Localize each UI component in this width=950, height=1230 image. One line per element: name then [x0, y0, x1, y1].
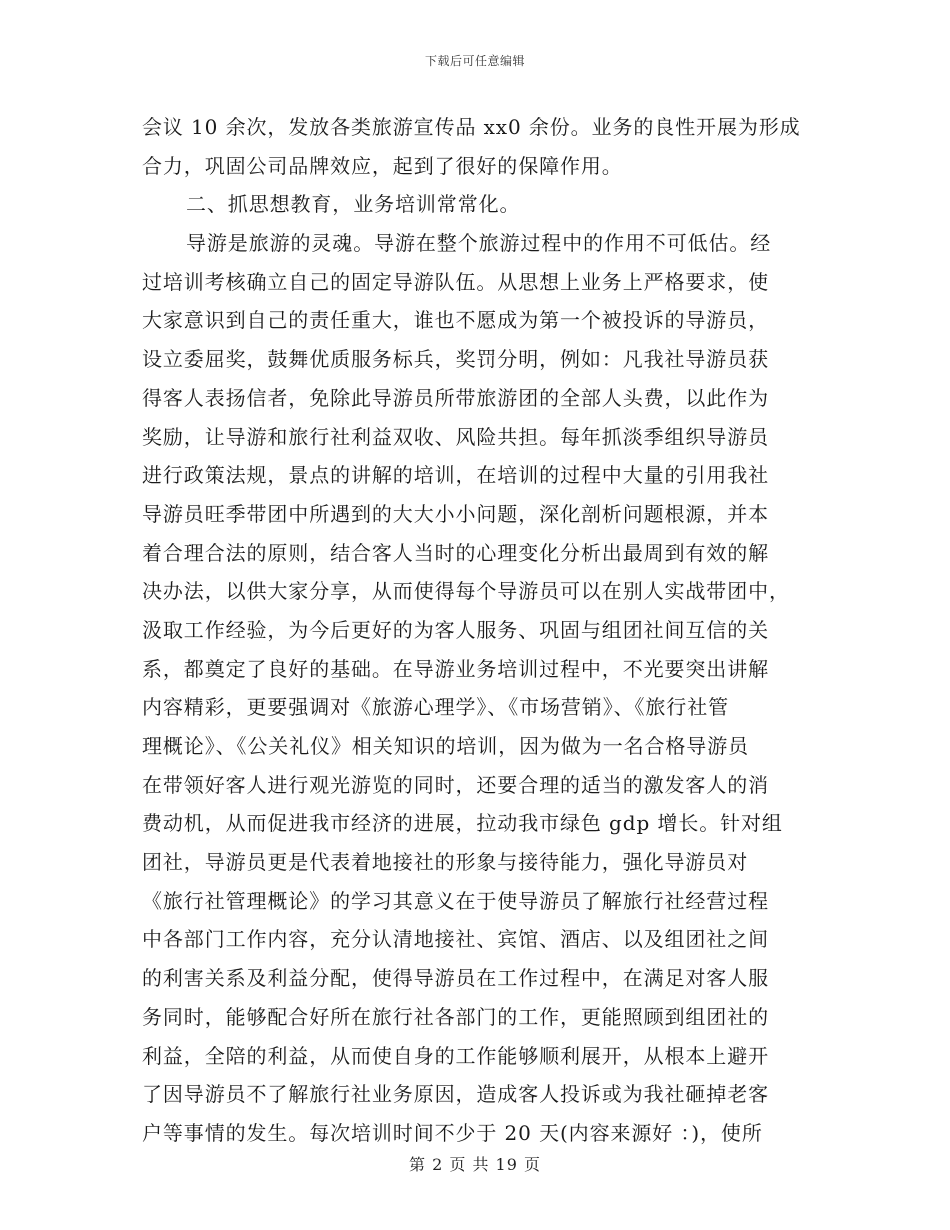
section-heading: 二、抓思想教育，业务培训常常化。 [186, 192, 521, 217]
page-header: 下载后可任意编辑 [424, 54, 525, 68]
text-line: 汲取工作经验，为今后更好的为客人服务、巩固与组团社间互信的关 [142, 617, 769, 642]
document-body [142, 108, 810, 1153]
text-line: 合力，巩固公司品牌效应，起到了很好的保障作用。 [142, 153, 623, 178]
text-line: 团社，导游员更是代表着地接社的形象与接待能力，强化导游员对 [142, 850, 749, 875]
page-number: 第 2 页 共 19 页 [409, 1155, 541, 1174]
text-line: 在带领好客人进行观光游览的同时，还要合理的适当的激发客人的消 [142, 772, 769, 797]
paragraph-start: 导游是旅游的灵魂。导游在整个旅游过程中的作用不可低估。经 [186, 231, 772, 256]
text-line: 务同时，能够配合好所在旅行社各部门的工作，更能照顾到组团社的 [142, 1004, 769, 1029]
text-line: 费动机，从而促进我市经济的进展，拉动我市绿色 gdp 增长。针对组 [142, 811, 783, 836]
text-line: 决办法，以供大家分享，从而使得每个导游员可以在别人实战带团中， [142, 579, 790, 604]
text-line: 着合理合法的原则，结合客人当时的心理变化分析出最周到有效的解 [142, 540, 769, 565]
text-line: 过培训考核确立自己的固定导游队伍。从思想上业务上严格要求，使 [142, 269, 769, 294]
text-line: 了因导游员不了解旅行社业务原因，造成客人投诉或为我社砸掉老客 [142, 1082, 769, 1107]
text-line: 系，都奠定了良好的基础。在导游业务培训过程中，不光要突出讲解 [142, 656, 769, 681]
text-line: 大家意识到自己的责任重大，谁也不愿成为第一个被投诉的导游员， [142, 308, 769, 333]
text-line: 户等事情的发生。每次培训时间不少于 20 天(内容来源好 ：)，使所 [142, 1120, 763, 1145]
text-line: 《旅行社管理概论》的学习其意义在于使导游员了解旅行社经营过程 [142, 888, 769, 913]
text-line: 中各部门工作内容，充分认清地接社、宾馆、酒店、以及组团社之间 [142, 927, 769, 952]
text-line: 奖励，让导游和旅行社利益双收、风险共担。每年抓淡季组织导游员 [142, 424, 769, 449]
text-line: 得客人表扬信者，免除此导游员所带旅游团的全部人头费，以此作为 [142, 385, 769, 410]
text-line: 会议 10 余次，发放各类旅游宣传品 xx0 余份。业务的良性开展为形成 [142, 115, 801, 139]
text-line: 设立委屈奖，鼓舞优质服务标兵，奖罚分明，例如：凡我社导游员获 [142, 347, 769, 372]
text-line: 导游员旺季带团中所遇到的大大小小问题，深化剖析问题根源，并本 [142, 501, 769, 526]
text-line: 进行政策法规，景点的讲解的培训，在培训的过程中大量的引用我社 [142, 463, 769, 488]
text-line: 内容精彩，更要强调对《旅游心理学》、《市场营销》、《旅行社管 [142, 695, 729, 720]
text-line: 的利害关系及利益分配，使得导游员在工作过程中，在满足对客人服 [142, 966, 769, 991]
text-line: 理概论》、《公关礼仪》相关知识的培训，因为做为一名合格导游员 [142, 734, 749, 758]
text-line: 利益，全陪的利益，从而使自身的工作能够顺利展开，从根本上避开 [142, 1043, 769, 1068]
